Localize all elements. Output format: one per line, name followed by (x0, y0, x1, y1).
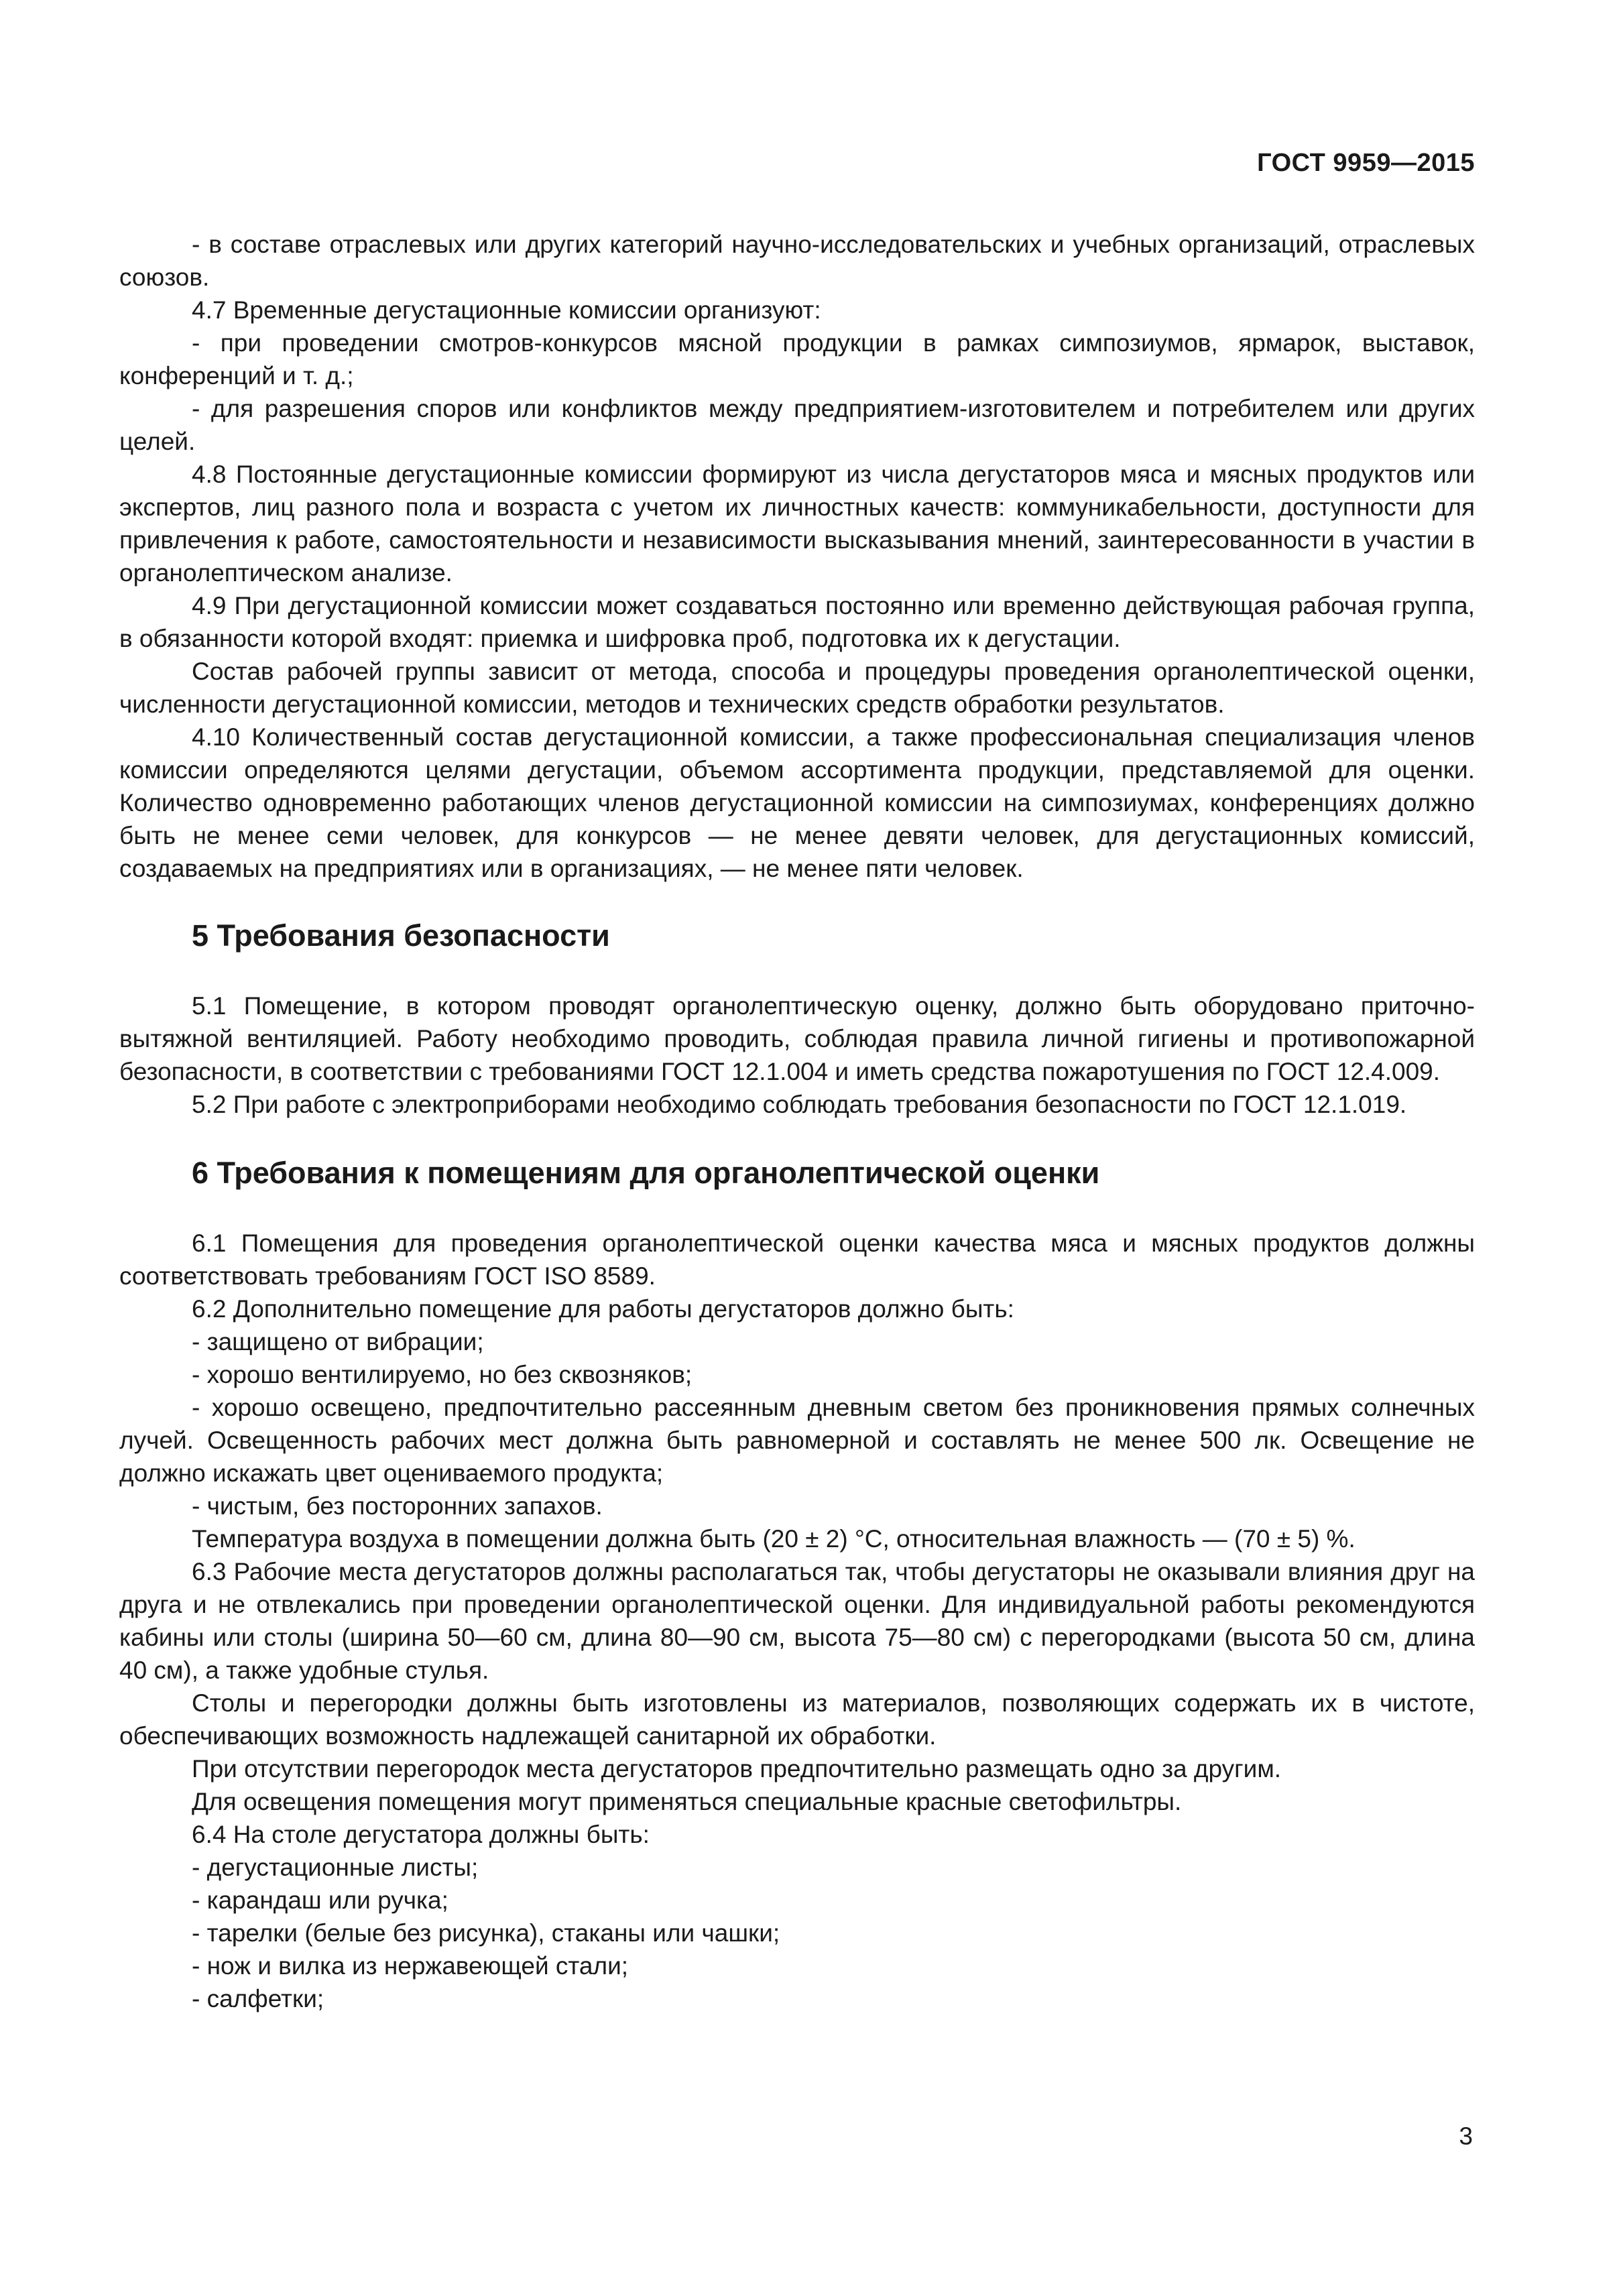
page-number: 3 (1459, 2122, 1473, 2150)
list-item: - хорошо освещено, предпочтительно рассеянным дневным светом без проникновения прямых солнечных лучей. Освещенность рабочих мест должна быть равномерной и составлять не менее 500 лк. Освещение не должно искажать цвет оцениваемого продукта; (119, 1394, 1475, 1487)
list-item: - хорошо вентилируемо, но без сквозняков; (192, 1361, 693, 1388)
list-item: - дегустационные листы; (192, 1854, 479, 1881)
section-6-heading: 6 Требования к помещениям для органолептической оценки (192, 1156, 1100, 1190)
clause-4-10: 4.10 Количественный состав дегустационной комиссии, а также профессиональная специализация членов комиссии определяются целями дегустации, объемом ассортимента продукции, представляемой для оценки. Количество одновременно работающих членов дегустационной комиссии на симпозиумах, конференциях должно быть не менее семи человек, для конкурсов — не менее девяти человек, для дегустационных комиссий, создаваемых на предприятиях или в организациях, — не менее пяти человек. (119, 723, 1475, 882)
list-item: - защищено от вибрации; (192, 1328, 484, 1355)
list-item: - тарелки (белые без рисунка), стаканы или чашки; (192, 1919, 780, 1947)
clause-4-9: 4.9 При дегустационной комиссии может создаваться постоянно или временно действующая рабочая группа, в обязанности которой входят: приемка и шифровка проб, подготовка их к дегустации. (119, 592, 1475, 652)
clause-6-3: 6.3 Рабочие места дегустаторов должны располагаться так, чтобы дегустаторы не оказывали влияния друг на друга и не отвлекались при проведении органолептической оценки. Для индивидуальной работы рекомендуются кабины или столы (ширина 50—60 см, длина 80—90 см, высота 75—80 см) с перегородками (высота 50 см, длина 40 см), а также удобные стулья. (119, 1558, 1475, 1684)
list-item: - для разрешения споров или конфликтов между предприятием-изготовителем и потребителем или других целей. (119, 395, 1475, 455)
section-5-heading: 5 Требования безопасности (192, 918, 610, 953)
list-item: - при проведении смотров-конкурсов мясной продукции в рамках симпозиумов, ярмарок, выставок, конференций и т. д.; (119, 329, 1475, 389)
clause-6-1: 6.1 Помещения для проведения органолептической оценки качества мяса и мясных продуктов должны соответствовать требованиям ГОСТ ISO 8589. (119, 1229, 1475, 1290)
list-item: - в составе отраслевых или других категорий научно-исследовательских и учебных организаций, отраслевых союзов. (119, 231, 1475, 291)
clause-6-2: 6.2 Дополнительно помещение для работы дегустаторов должно быть: (192, 1295, 1014, 1323)
paragraph: Состав рабочей группы зависит от метода, способа и процедуры проведения органолептической оценки, численности дегустационной комиссии, методов и технических средств обработки результатов. (119, 658, 1475, 718)
paragraph: Температура воздуха в помещении должна быть (20 ± 2) °С, относительная влажность — (70 ± 5) %. (192, 1525, 1356, 1553)
paragraph: Столы и перегородки должны быть изготовлены из материалов, позволяющих содержать их в чистоте, обеспечивающих возможность надлежащей санитарной их обработки. (119, 1689, 1475, 1750)
document-code: ГОСТ 9959—2015 (1257, 149, 1475, 177)
clause-4-8: 4.8 Постоянные дегустационные комиссии формируют из числа дегустаторов мяса и мясных продуктов или экспертов, лиц разного пола и возраста с учетом их личностных качеств: коммуникабельности, доступности для привлечения к работе, самостоятельности и независимости высказывания мнений, заинтересованности в участии в органолептическом анализе. (119, 461, 1475, 587)
clause-5-2: 5.2 При работе с электроприборами необходимо соблюдать требования безопасности по ГОСТ 12.1.019. (192, 1091, 1407, 1118)
list-item: - чистым, без посторонних запахов. (192, 1492, 603, 1520)
document-body (119, 228, 1475, 2015)
paragraph: При отсутствии перегородок места дегустаторов предпочтительно размещать одно за другим. (192, 1755, 1282, 1783)
clause-5-1: 5.1 Помещение, в котором проводят органолептическую оценку, должно быть оборудовано приточно-вытяжной вентиляцией. Работу необходимо проводить, соблюдая правила личной гигиены и противопожарной безопасности, в соответствии с требованиями ГОСТ 12.1.004 и иметь средства пожаротушения по ГОСТ 12.4.009. (119, 992, 1475, 1085)
clause-4-7: 4.7 Временные дегустационные комиссии организуют: (192, 296, 821, 324)
list-item: - нож и вилка из нержавеющей стали; (192, 1952, 629, 1980)
list-item: - салфетки; (192, 1985, 324, 2012)
list-item: - карандаш или ручка; (192, 1886, 448, 1914)
paragraph: Для освещения помещения могут применяться специальные красные светофильтры. (192, 1788, 1182, 1815)
clause-6-4: 6.4 На столе дегустатора должны быть: (192, 1821, 650, 1848)
